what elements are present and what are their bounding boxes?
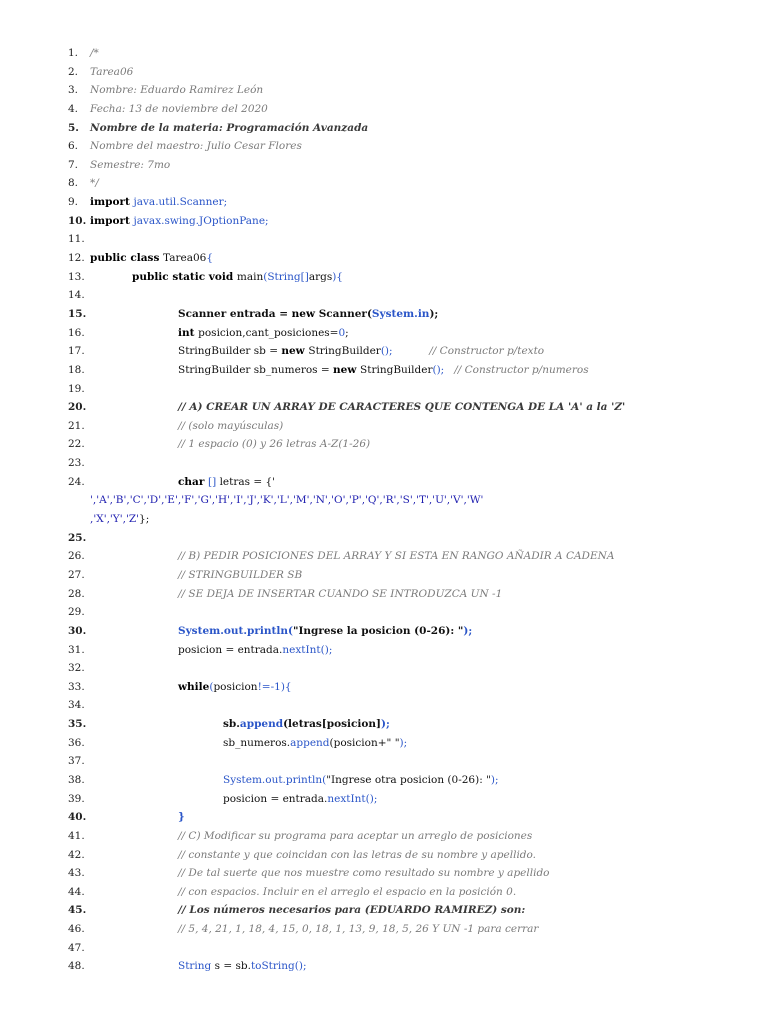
code-token: // C) Modificar su programa para aceptar un arreglo de posiciones <box>178 829 533 842</box>
code-token: }; <box>139 513 150 526</box>
code-line <box>68 715 748 734</box>
code-token: Nombre: Eduardo Ramirez León <box>90 84 264 97</box>
code-line <box>68 864 748 883</box>
code-token: Nombre del maestro: Julio Cesar Flores <box>90 140 302 153</box>
code-token: ; <box>265 214 269 227</box>
line-code <box>90 119 368 138</box>
line-number: 20. <box>68 401 87 414</box>
code-token: s = sb. <box>214 960 251 973</box>
code-line <box>68 324 748 343</box>
code-token: new <box>333 363 361 376</box>
code-line <box>68 547 748 566</box>
code-token: System.out.println( <box>223 773 327 786</box>
code-token: letras = {' <box>219 475 276 488</box>
code-token: (); <box>294 960 307 973</box>
code-token: "Ingrese otra posicion (0-26): " <box>326 773 491 786</box>
code-token: // con espacios. Incluir en el arreglo el espacio en la posición 0. <box>178 885 517 898</box>
code-token: */ <box>90 177 99 190</box>
code-line <box>68 44 748 63</box>
code-line <box>68 454 748 473</box>
code-line <box>68 883 748 902</box>
line-number: 47. <box>68 941 85 954</box>
code-line <box>68 249 748 268</box>
code-token: Tarea06 <box>163 252 207 265</box>
code-line <box>68 846 748 865</box>
line-number: 14. <box>68 289 85 302</box>
code-line <box>68 659 748 678</box>
line-number: 22. <box>68 438 85 451</box>
line-number: 10. <box>68 214 87 227</box>
code-line <box>68 603 748 622</box>
code-token: // B) PEDIR POSICIONES DEL ARRAY Y SI ESTA EN RANGO AÑADIR A CADENA <box>178 550 615 563</box>
line-code <box>178 342 544 361</box>
line-number: 16. <box>68 326 85 339</box>
code-token: ); <box>463 624 473 637</box>
line-code <box>90 510 149 529</box>
code-line <box>68 212 748 231</box>
code-line <box>68 678 748 697</box>
code-line <box>68 585 748 604</box>
code-token: main <box>236 270 264 283</box>
line-number: 42. <box>68 848 85 861</box>
line-number: 7. <box>68 158 79 171</box>
line-code <box>90 100 268 119</box>
line-number: 39. <box>68 792 85 805</box>
code-token: // constante y que coincidan con las letras de su nombre y apellido. <box>178 848 536 861</box>
line-code <box>178 473 275 492</box>
code-token: // 1 espacio (0) y 26 letras A-Z(1-26) <box>178 438 371 451</box>
code-token: toString <box>250 960 295 973</box>
code-token: sb. <box>223 718 240 731</box>
code-token: (); <box>320 643 333 656</box>
code-token: } <box>178 811 185 824</box>
code-token: // Constructor p/texto <box>429 345 545 358</box>
code-token: // Constructor p/numeros <box>454 363 589 376</box>
line-code <box>178 435 370 454</box>
code-token: Scanner( <box>318 307 372 320</box>
code-line <box>68 398 748 417</box>
line-number: 27. <box>68 568 85 581</box>
code-line-continuation <box>68 510 748 529</box>
code-token: posicion,cant_posiciones= <box>198 326 339 339</box>
code-line <box>68 827 748 846</box>
line-code <box>178 547 614 566</box>
line-code <box>90 193 227 212</box>
line-number: 38. <box>68 773 85 786</box>
code-token: new <box>291 307 319 320</box>
code-token: posicion = entrada. <box>223 792 328 805</box>
code-token: /* <box>90 47 99 59</box>
code-token: StringBuilder <box>360 363 433 376</box>
code-token: sb_numeros. <box>223 736 291 749</box>
code-token: new <box>281 345 309 358</box>
line-number: 12. <box>68 252 85 265</box>
line-number: 25. <box>68 531 87 544</box>
line-number: 8. <box>68 177 79 190</box>
line-code <box>178 957 307 976</box>
code-line <box>68 286 748 305</box>
code-token: public static void <box>132 270 237 283</box>
code-token: ; <box>345 326 349 339</box>
line-code <box>178 305 438 324</box>
code-line <box>68 268 748 287</box>
line-number: 28. <box>68 587 85 600</box>
line-code <box>178 566 302 585</box>
line-code <box>132 268 343 287</box>
code-line <box>68 473 748 492</box>
line-number: 4. <box>68 102 79 115</box>
code-token: System.in <box>371 307 430 320</box>
code-line <box>68 752 748 771</box>
line-number: 37. <box>68 755 85 768</box>
code-token: javax.swing.JOptionPane <box>133 214 266 227</box>
code-token: // 5, 4, 21, 1, 18, 4, 15, 0, 18, 1, 13, 9, 18, 5, 26 Y UN -1 para cerrar <box>178 923 539 936</box>
code-token: StringBuilder sb = <box>178 345 282 358</box>
code-token: Tarea06 <box>90 65 134 78</box>
code-line <box>68 808 748 827</box>
line-code <box>178 883 516 902</box>
line-number: 19. <box>68 382 85 395</box>
code-token: char <box>178 475 209 488</box>
code-line <box>68 529 748 548</box>
line-number: 30. <box>68 624 87 637</box>
code-token: (letras[posicion] <box>283 718 382 731</box>
code-line <box>68 696 748 715</box>
line-code <box>178 808 185 827</box>
code-token: ( <box>209 680 214 693</box>
code-token: ){ <box>280 680 292 693</box>
code-token: // STRINGBUILDER SB <box>178 568 303 581</box>
code-token: StringBuilder <box>308 345 381 358</box>
line-number: 31. <box>68 643 85 656</box>
code-token: ); <box>381 718 390 731</box>
line-code <box>178 846 536 865</box>
code-token: System.out.println( <box>178 624 293 637</box>
code-token: Semestre: 7mo <box>90 158 171 171</box>
line-code <box>178 901 525 920</box>
line-number: 17. <box>68 345 85 358</box>
code-token: (String[] <box>263 270 309 283</box>
line-code <box>90 156 170 175</box>
line-number: 11. <box>68 233 85 246</box>
code-token: StringBuilder sb_numeros = <box>178 363 334 376</box>
code-line <box>68 137 748 156</box>
line-code <box>223 715 390 734</box>
code-token: Nombre de la materia: Programación Avanzada <box>90 121 369 134</box>
code-token: public class <box>90 252 164 265</box>
code-token: (); <box>432 363 445 376</box>
code-line <box>68 417 748 436</box>
line-number: 21. <box>68 419 85 432</box>
line-number: 40. <box>68 811 87 824</box>
line-number: 24. <box>68 475 85 488</box>
line-number: 23. <box>68 457 85 470</box>
line-code <box>90 249 213 268</box>
line-code <box>178 827 532 846</box>
code-line <box>68 957 748 976</box>
code-token: java.util.Scanner; <box>133 196 228 209</box>
line-number: 46. <box>68 923 85 936</box>
line-code <box>223 734 407 753</box>
code-line <box>68 380 748 399</box>
line-code <box>178 417 283 436</box>
code-token: append <box>239 718 284 731</box>
line-number: 48. <box>68 960 85 973</box>
line-number: 43. <box>68 867 85 880</box>
code-line <box>68 771 748 790</box>
code-line <box>68 305 748 324</box>
code-line <box>68 81 748 100</box>
code-line <box>68 193 748 212</box>
code-token: { <box>206 252 214 265</box>
code-line <box>68 361 748 380</box>
line-number: 13. <box>68 270 85 283</box>
line-code <box>178 920 538 939</box>
code-token: Scanner entrada = <box>178 307 292 320</box>
code-token: nextInt <box>282 643 321 656</box>
line-code <box>90 44 99 63</box>
code-token: import <box>90 196 134 209</box>
code-token: // Los números necesarios para (EDUARDO RAMIREZ) son: <box>178 904 526 917</box>
code-line <box>68 174 748 193</box>
code-token: ','A','B','C','D','E','F','G','H','I','J','K','L','M','N','O','P','Q','R','S','T','U','V','W' <box>90 494 484 507</box>
line-code <box>178 398 625 417</box>
line-code <box>178 641 332 660</box>
code-line <box>68 920 748 939</box>
line-number: 41. <box>68 829 85 842</box>
code-line <box>68 790 748 809</box>
line-number: 45. <box>68 904 87 917</box>
code-line <box>68 119 748 138</box>
line-code <box>178 864 550 883</box>
line-code <box>90 81 263 100</box>
line-number: 18. <box>68 363 85 376</box>
code-token: // (solo mayúsculas) <box>178 419 284 432</box>
line-code <box>178 324 349 343</box>
code-token <box>393 345 430 357</box>
line-code <box>90 174 99 193</box>
code-listing <box>68 44 748 976</box>
code-token: append <box>290 736 330 749</box>
line-code <box>90 491 483 510</box>
line-number: 15. <box>68 307 87 320</box>
code-token: ,'X','Y','Z' <box>90 513 140 526</box>
code-token: 0 <box>338 326 346 339</box>
code-token: !=-1 <box>257 680 281 693</box>
line-code <box>90 63 133 82</box>
code-line <box>68 901 748 920</box>
line-number: 2. <box>68 65 79 78</box>
line-code <box>178 678 292 697</box>
line-number: 34. <box>68 699 85 712</box>
code-token: ){ <box>332 270 343 283</box>
code-line <box>68 566 748 585</box>
code-token: String <box>178 960 215 973</box>
code-line <box>68 939 748 958</box>
code-token: "Ingrese la posicion (0-26): " <box>292 624 464 637</box>
code-line <box>68 100 748 119</box>
code-token: ); <box>399 736 408 749</box>
line-number: 44. <box>68 885 85 898</box>
line-code <box>90 212 269 231</box>
line-number: 35. <box>68 718 87 731</box>
code-token: // SE DEJA DE INSERTAR CUANDO SE INTRODUZCA UN -1 <box>178 587 503 600</box>
code-token: nextInt <box>327 792 366 805</box>
line-code <box>223 790 377 809</box>
code-token: ); <box>490 773 499 786</box>
line-number: 9. <box>68 196 79 209</box>
line-code <box>178 622 472 641</box>
code-token: (posicion+" " <box>329 736 400 749</box>
line-code <box>178 585 502 604</box>
code-token <box>444 364 454 376</box>
code-line <box>68 622 748 641</box>
line-number: 6. <box>68 140 79 153</box>
code-line <box>68 641 748 660</box>
line-number: 32. <box>68 662 85 675</box>
code-token: while <box>178 680 210 693</box>
line-number: 26. <box>68 550 85 563</box>
line-code <box>223 771 499 790</box>
code-line-continuation <box>68 491 748 510</box>
code-token: // A) CREAR UN ARRAY DE CARACTERES QUE CONTENGA DE LA 'A' a la 'Z' <box>178 401 626 414</box>
line-number: 36. <box>68 736 85 749</box>
code-token: posicion <box>213 680 258 693</box>
code-token: posicion = entrada. <box>178 643 283 656</box>
line-number: 5. <box>68 121 79 134</box>
code-token: (); <box>380 345 393 358</box>
code-line <box>68 156 748 175</box>
code-token: Fecha: 13 de noviembre del 2020 <box>90 102 268 115</box>
line-number: 1. <box>68 47 79 59</box>
code-line <box>68 230 748 249</box>
code-line <box>68 342 748 361</box>
line-number: 29. <box>68 606 85 619</box>
line-code <box>178 361 589 380</box>
code-token: ); <box>429 307 439 320</box>
code-token: [] <box>208 475 220 488</box>
code-line <box>68 734 748 753</box>
code-line <box>68 435 748 454</box>
code-token: import <box>90 214 134 227</box>
line-code <box>90 137 302 156</box>
line-number: 33. <box>68 680 85 693</box>
code-token: // De tal suerte que nos muestre como resultado su nombre y apellido <box>178 867 550 880</box>
code-line <box>68 63 748 82</box>
code-token: args <box>308 270 333 283</box>
code-token: (); <box>365 792 378 805</box>
code-token: int <box>178 326 199 339</box>
line-number: 3. <box>68 84 79 97</box>
